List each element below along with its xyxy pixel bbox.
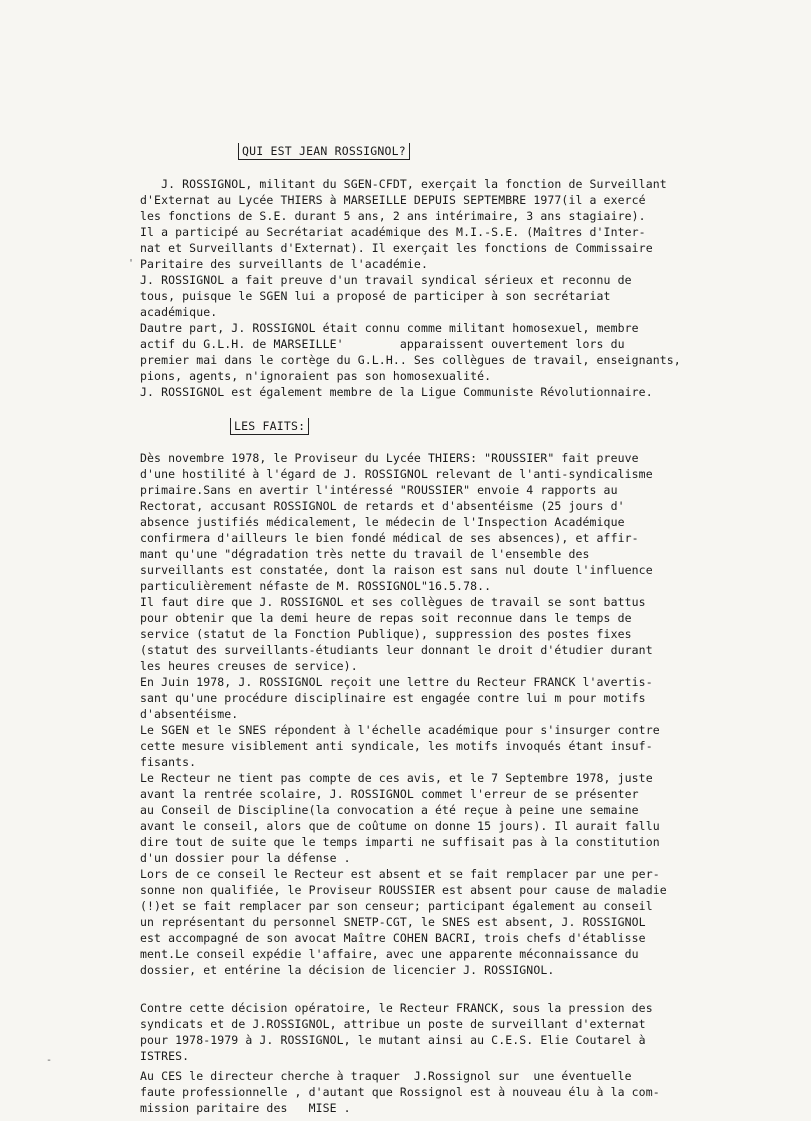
text-line: (!)et se fait remplacer par son censeur; participant également au conseil	[140, 899, 653, 913]
text-line: ISTRES.	[140, 1049, 190, 1063]
text-line: Dautre part, J. ROSSIGNOL était connu comme militant homosexuel, membre	[140, 321, 639, 335]
text-line: Rectorat, accusant ROSSIGNOL de retards et d'absentéisme (25 jours d'	[140, 499, 625, 513]
text-line: sonne non qualifiée, le Proviseur ROUSSIER est absent pour cause de maladie	[140, 883, 667, 897]
text-line: particulièrement néfaste de M. ROSSIGNOL"16.5.78..	[140, 579, 492, 593]
text-line: pour 1978-1979 à J. ROSSIGNOL, le mutant ainsi au C.E.S. Elie Coutarel à	[140, 1033, 646, 1047]
text-line: syndicats et de J.ROSSIGNOL, attribue un poste de surveillant d'externat	[140, 1017, 646, 1031]
text-line: tous, puisque le SGEN lui a proposé de participer à son secrétariat	[140, 289, 611, 303]
text-line: cette mesure visiblement anti syndicale, les motifs invoqués étant insuf-	[140, 739, 653, 753]
text-line: J. ROSSIGNOL a fait preuve d'un travail syndical sérieux et reconnu de	[140, 273, 632, 287]
text-line: d'un dossier pour la défense .	[140, 851, 351, 865]
paragraph-ces-director	[140, 1068, 740, 1116]
heading-who-is-jean-rossignol: QUI EST JEAN ROSSIGNOL?	[238, 143, 410, 160]
text-line: Le Recteur ne tient pas compte de ces avis, et le 7 Septembre 1978, juste	[140, 771, 653, 785]
text-line: ment.Le conseil expédie l'affaire, avec une apparente méconnaissance du	[140, 947, 639, 961]
text-line: sant qu'une procédure disciplinaire est engagée contre lui m pour motifs	[140, 691, 646, 705]
text-line: est accompagné de son avocat Maître COHEN BACRI, trois chefs d'établisse	[140, 931, 646, 945]
text-line: d'absentéisme.	[140, 707, 239, 721]
text-line: Contre cette décision opératoire, le Recteur FRANCK, sous la pression des	[140, 1001, 653, 1015]
text-line: premier mai dans le cortège du G.L.H.. Ses collègues de travail, enseignants,	[140, 353, 681, 367]
text-line: nat et Surveillants d'Externat). Il exerçait les fonctions de Commissaire	[140, 241, 653, 255]
text-line: faute professionnelle , d'autant que Rossignol est à nouveau élu à la com-	[140, 1085, 660, 1099]
text-line: Paritaire des surveillants de l'académie.	[140, 257, 428, 271]
text-line: Il faut dire que J. ROSSIGNOL et ses collègues de travail se sont battus	[140, 595, 646, 609]
text-line: mission paritaire des MISE .	[140, 1101, 351, 1115]
text-line: J. ROSSIGNOL, militant du SGEN-CFDT, exerçait la fonction de Surveillant	[140, 177, 667, 191]
text-line: fisants.	[140, 755, 197, 769]
text-line: d'une hostilité à l'égard de J. ROSSIGNOL relevant de l'anti-syndicalisme	[140, 467, 653, 481]
paragraph-biography	[140, 176, 740, 400]
text-line: pions, agents, n'ignoraient pas son homosexualité.	[140, 369, 492, 383]
text-line: confirmera d'ailleurs le bien fondé médical de ses absences), et affir-	[140, 531, 639, 545]
text-line: surveillants est constatée, dont la raison est sans nul doute l'influence	[140, 563, 653, 577]
text-line: En Juin 1978, J. ROSSIGNOL reçoit une lettre du Recteur FRANCK l'avertis-	[140, 675, 653, 689]
margin-mark: -	[46, 1055, 53, 1066]
text-line: académique.	[140, 305, 218, 319]
text-line: (statut des surveillants-étudiants leur donnant le droit d'étudier durant	[140, 643, 653, 657]
text-line: primaire.Sans en avertir l'intéressé "ROUSSIER" envoie 4 rapports au	[140, 483, 618, 497]
text-line: Au CES le directeur cherche à traquer J.Rossignol sur une éventuelle	[140, 1069, 632, 1083]
text-line: absence justifiés médicalement, le médecin de l'Inspection Académique	[140, 515, 625, 529]
text-line: mant qu'une "dégradation très nette du travail de l'ensemble des	[140, 547, 590, 561]
text-line: J. ROSSIGNOL est également membre de la Ligue Communiste Révolutionnaire.	[140, 385, 653, 399]
text-line: Dès novembre 1978, le Proviseur du Lycée THIERS: "ROUSSIER" fait preuve	[140, 451, 639, 465]
text-line: actif du G.L.H. de MARSEILLE' apparaissent ouvertement lors du	[140, 337, 625, 351]
text-line: dire tout de suite que le temps imparti ne suffisait pas à la constitution	[140, 835, 660, 849]
text-line: les fonctions de S.E. durant 5 ans, 2 ans intérimaire, 3 ans stagiaire).	[140, 209, 646, 223]
margin-mark: '	[128, 258, 135, 269]
text-line: Il a participé au Secrétariat académique des M.I.-S.E. (Maîtres d'Inter-	[140, 225, 646, 239]
text-line: service (statut de la Fonction Publique), suppression des postes fixes	[140, 627, 632, 641]
heading-facts: LES FAITS:	[230, 418, 309, 435]
paragraph-facts	[140, 450, 740, 978]
text-line: Le SGEN et le SNES répondent à l'échelle académique pour s'insurger contre	[140, 723, 660, 737]
text-line: un représentant du personnel SNETP-CGT, le SNES est absent, J. ROSSIGNOL	[140, 915, 646, 929]
text-line: dossier, et entérine la décision de licencier J. ROSSIGNOL.	[140, 963, 555, 977]
text-line: les heures creuses de service).	[140, 659, 358, 673]
text-line: d'Externat au Lycée THIERS à MARSEILLE DEPUIS SEPTEMBRE 1977(il a exercé	[140, 193, 646, 207]
text-line: Lors de ce conseil le Recteur est absent et se fait remplacer par une per-	[140, 867, 660, 881]
paragraph-rector-decision	[140, 1000, 740, 1064]
text-line: avant le conseil, alors que de coûtume on donne 15 jours). Il aurait fallu	[140, 819, 660, 833]
text-line: pour obtenir que la demi heure de repas soit reconnue dans le temps de	[140, 611, 632, 625]
text-line: avant la rentrée scolaire, J. ROSSIGNOL commet l'erreur de se présenter	[140, 787, 639, 801]
text-line: au Conseil de Discipline(la convocation a été reçue à peine une semaine	[140, 803, 639, 817]
